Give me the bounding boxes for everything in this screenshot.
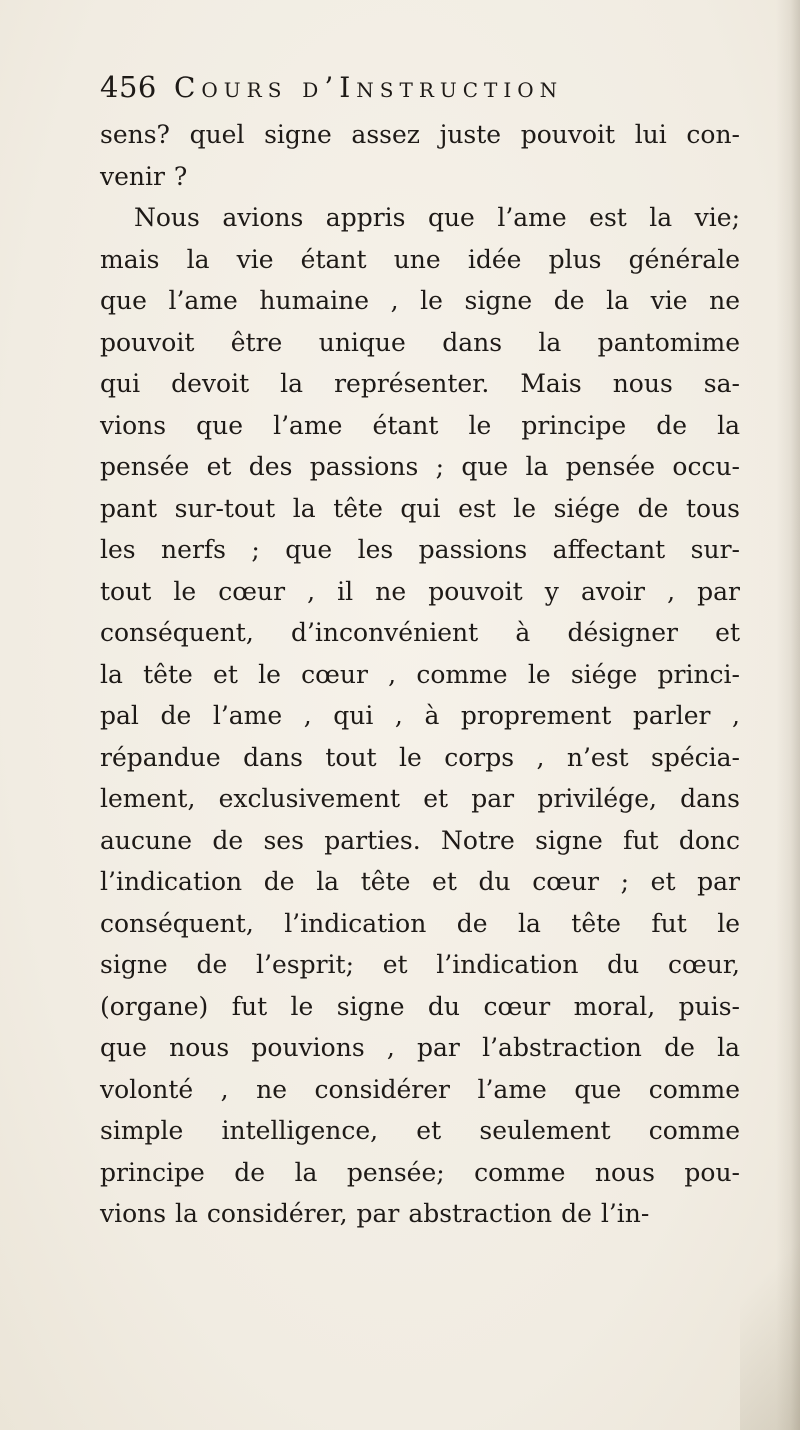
text-line: que nous pouvions , par l’abstraction de la — [100, 1033, 740, 1062]
text-line: volonté , ne considérer l’ame que comme — [100, 1074, 740, 1104]
text-line: la tête et le cœur , comme le siége princi- — [100, 659, 740, 689]
text-line: vions la considérer, par abstraction de l’in- — [100, 1199, 650, 1228]
text-line: pensée et des passions ; que la pensée occu- — [100, 452, 740, 481]
text-line: pouvoit être unique dans la pantomime — [100, 327, 740, 357]
text-line: tout le cœur , il ne pouvoit y avoir , par — [100, 576, 740, 606]
text-line: sens? quel signe assez juste pouvoit lui con- — [100, 120, 740, 149]
text-line: pant sur-tout la tête qui est le siége de tous — [100, 493, 740, 523]
text-line: simple intelligence, et seulement comme — [100, 1116, 740, 1145]
text-line: lement, exclusivement et par privilége, dans — [100, 784, 740, 813]
page-number: 456 — [100, 70, 157, 104]
text-line: mais la vie étant une idée plus générale — [100, 244, 740, 274]
text-line: signe de l’esprit; et l’indication du cœur, — [100, 950, 740, 979]
page-corner-shadow — [740, 1170, 800, 1430]
text-line: conséquent, l’indication de la tête fut le — [100, 908, 740, 938]
text-line: les nerfs ; que les passions affectant sur- — [100, 535, 740, 564]
running-title: Cours d’Instruction — [173, 71, 564, 104]
text-body — [100, 114, 740, 1235]
text-line: principe de la pensée; comme nous pou- — [100, 1157, 740, 1187]
text-line: qui devoit la représenter. Mais nous sa- — [100, 369, 740, 398]
text-line: aucune de ses parties. Notre signe fut donc — [100, 825, 740, 855]
text-line: que l’ame humaine , le signe de la vie ne — [100, 286, 740, 315]
text-line: l’indication de la tête et du cœur ; et par — [100, 867, 740, 896]
text-line: (organe) fut le signe du cœur moral, puis- — [100, 991, 740, 1021]
text-line: répandue dans tout le corps , n’est spécia- — [100, 742, 740, 772]
text-line: Nous avions appris que l’ame est la vie; — [134, 203, 740, 232]
text-line: venir ? — [100, 161, 188, 191]
text-line: pal de l’ame , qui , à proprement parler , — [100, 701, 740, 730]
text-line: conséquent, d’inconvénient à désigner et — [100, 618, 740, 647]
running-head — [100, 70, 720, 110]
text-line: vions que l’ame étant le principe de la — [100, 410, 740, 440]
